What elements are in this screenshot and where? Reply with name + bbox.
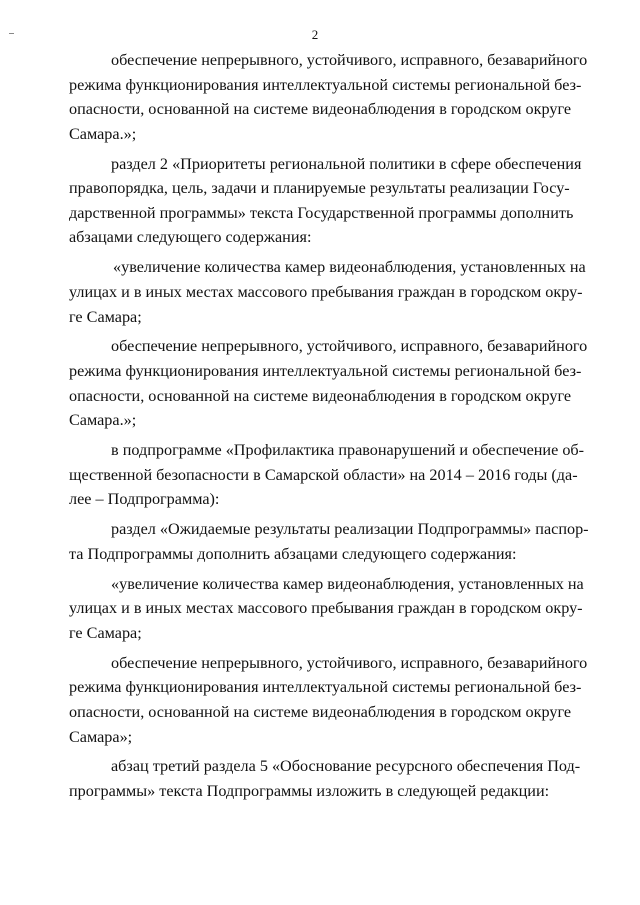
text-line: обеспечение непрерывного, устойчивого, исправного, безаварийного: [111, 51, 588, 69]
text-line: в подпрограмме «Профилактика правонарушений и обеспечение об-: [111, 441, 585, 460]
text-line: «увеличение количества камер видеонаблюдения, установленных на: [113, 258, 586, 277]
page-number: 2: [311, 27, 319, 42]
text-line: раздел «Ожидаемые результаты реализации Подпрограммы» паспор-: [111, 520, 589, 539]
text-line: Самара»;: [69, 727, 133, 746]
document-body: [69, 48, 589, 804]
text-line: дарственной программы» текста Государственной программы дополнить: [69, 203, 574, 222]
text-line: обеспечение непрерывного, устойчивого, исправного, безаварийного: [111, 653, 588, 672]
text-line: Самара.»;: [69, 124, 137, 143]
text-line: улицах и в иных местах массового пребывания граждан в городском окру-: [69, 282, 583, 301]
text-line: абзац третий раздела 5 «Обоснование ресурсного обеспечения Под-: [111, 757, 581, 776]
text-line: правопорядка, цель, задачи и планируемые результаты реализации Госу-: [69, 179, 570, 198]
text-line: режима функционирования интеллектуальной системы региональной без-: [69, 362, 582, 381]
text-line: опасности, основанной на системе видеонаблюдения в городском округе: [69, 702, 572, 721]
text-line: лее – Подпрограмма):: [69, 490, 220, 509]
text-line: опасности, основанной на системе видеонаблюдения в городском округе: [69, 386, 572, 405]
text-line: улицах и в иных местах массового пребывания граждан в городском окру-: [69, 599, 583, 618]
text-line: обеспечение непрерывного, устойчивого, исправного, безаварийного: [111, 337, 588, 356]
text-line: ге Самара;: [69, 623, 142, 642]
text-line: та Подпрограммы дополнить абзацами следующего содержания:: [69, 544, 517, 563]
text-line: опасности, основанной на системе видеонаблюдения в городском округе: [69, 100, 572, 119]
text-line: режима функционирования интеллектуальной системы региональной без-: [69, 75, 582, 94]
text-line: «увеличение количества камер видеонаблюдения, установленных на: [111, 574, 584, 593]
text-line: Самара.»;: [69, 411, 137, 430]
text-line: режима функционирования интеллектуальной системы региональной без-: [69, 678, 582, 697]
text-line: ге Самара;: [69, 307, 142, 326]
text-line: программы» текста Подпрограммы изложить в следующей редакции:: [69, 782, 550, 800]
text-line: абзацами следующего содержания:: [69, 228, 312, 247]
text-line: раздел 2 «Приоритеты региональной политики в сфере обеспечения: [111, 154, 582, 173]
text-line: щественной безопасности в Самарской области» на 2014 – 2016 годы (да-: [69, 465, 578, 484]
